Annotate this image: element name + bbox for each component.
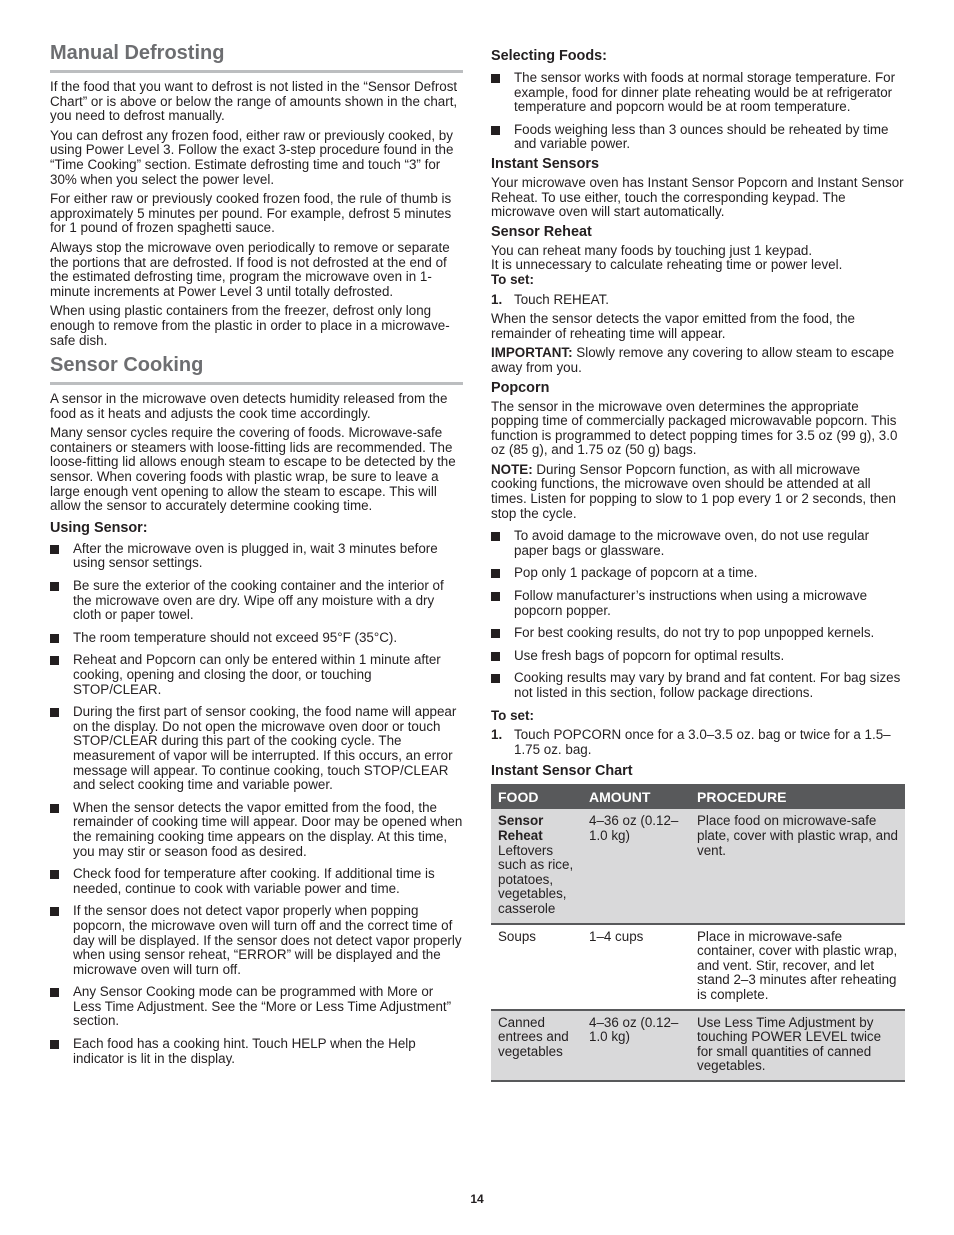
table-row (491, 924, 905, 1010)
food-cell: Soups (491, 924, 582, 1010)
manual-defrosting-paragraph: When using plastic containers from the freezer, defrost only long enough to remove from the plastic in order to place in a microwave-safe dish. (50, 303, 450, 348)
bullet-square-icon (491, 74, 500, 83)
bullet-square-icon (491, 532, 500, 541)
list-item (491, 566, 905, 581)
food-cell (491, 809, 582, 923)
step-text: Touch REHEAT. (514, 291, 610, 307)
bullet-square-icon (50, 907, 59, 916)
manual-defrosting-paragraph: If the food that you want to defrost is not listed in the “Sensor Defrost Chart” or is above or below the range of amounts shown in the chart, you need to defrost manually. (50, 79, 458, 124)
list-item-text: During the first part of sensor cooking, the food name will appear on the display. Do not open the microwave oven door or touch STOP/CLEAR during this part of the cooking cycle. The measurement of vapor will be interrupted. If this occurs, an error message will appear. To continue cooking, touch STOP/CLEAR and select cooking time and variable power. (73, 704, 457, 793)
bullet-square-icon (491, 629, 500, 638)
list-item (491, 529, 905, 558)
manual-defrosting-paragraph: You can defrost any frozen food, either raw or previously cooked, by using Power Level 3. Follow the exact 3-step procedure found in the “Time Cooking” section. Estimate defrosting time and touch “3” for 30% when you select the power level. (50, 127, 454, 187)
list-item-text: The sensor works with foods at normal storage temperature. For example, food for dinner plate reheating would be at refrigerator temperature and popcorn would be at room temperature. (514, 70, 896, 115)
step-text: Touch POPCORN once for a 3.0–3.5 oz. bag or twice for a 1.5–1.75 oz. bag. (514, 727, 891, 757)
selecting-foods-heading: Selecting Foods: (491, 48, 607, 64)
bullet-square-icon (50, 1040, 59, 1049)
list-item-text: Any Sensor Cooking mode can be programmed with More or Less Time Adjustment. See the “More or Less Time Adjustment” section. (73, 984, 452, 1029)
list-item (491, 123, 905, 152)
column-header: FOOD (491, 784, 582, 809)
column-header: AMOUNT (582, 784, 690, 809)
step-number: 1. (491, 727, 503, 743)
list-item (491, 589, 905, 618)
list-item (491, 649, 905, 664)
instant-sensor-chart (491, 784, 905, 1082)
list-item-text: The room temperature should not exceed 95°F (35°C). (73, 629, 398, 645)
food-text: Leftovers such as rice, potatoes, vegetables, casserole (498, 842, 574, 916)
bullet-square-icon (50, 870, 59, 879)
list-item (50, 801, 463, 859)
list-item (50, 705, 463, 793)
procedure-cell: Place food on microwave-safe plate, cover with plastic wrap, and vent. (690, 809, 905, 923)
bullet-square-icon (491, 592, 500, 601)
to-set-label: To set: (491, 707, 534, 723)
sensor-reheat-text: It is unnecessary to calculate reheating time or power level. (491, 257, 843, 273)
list-item-text: For best cooking results, do not try to pop unpopped kernels. (514, 625, 875, 641)
list-item-text: Reheat and Popcorn can only be entered within 1 minute after cooking, opening and closing the door, or touching STOP/CLEAR. (73, 652, 441, 697)
table-row (491, 809, 905, 923)
chart-heading: Instant Sensor Chart (491, 763, 633, 780)
important-text: Slowly remove any covering to allow steam to escape away from you. (491, 345, 895, 375)
bullet-square-icon (491, 126, 500, 135)
amount-cell: 1–4 cups (582, 924, 690, 1010)
list-item (491, 71, 905, 115)
amount-cell: 4–36 oz (0.12–1.0 kg) (582, 1010, 690, 1081)
selecting-foods-list (491, 71, 905, 152)
left-column (50, 40, 463, 1066)
list-item (50, 542, 463, 571)
important-note (491, 346, 905, 375)
bullet-square-icon (50, 988, 59, 997)
instant-sensors-text: Your microwave oven has Instant Sensor Popcorn and Instant Sensor Reheat. To use either, touch the corresponding keypad. The microwave oven will start automatically. (491, 174, 904, 220)
list-item-text: When the sensor detects the vapor emitted from the food, the remainder of cooking time will appear. Door may be opened when the remaining cooking time appears on the display. At this time, you may stir or season food as desired. (73, 799, 463, 859)
bullet-square-icon (50, 656, 59, 665)
sensor-reheat-step (491, 293, 905, 308)
using-sensor-heading: Using Sensor: (50, 519, 148, 536)
note-text: During Sensor Popcorn function, as with all microwave cooking functions, the microwave oven should be attended at all times. Listen for popping to slow to 1 pop every 1 or 2 seconds, then stop the cycle. (491, 461, 896, 521)
list-item-text: Use fresh bags of popcorn for optimal results. (514, 647, 785, 663)
list-item-text: If the sensor does not detect vapor properly when popping popcorn, the microwave oven will turn off and the correct time of day will be displayed. If the sensor does not detect vapor properly when using sensor reheat, “ERROR” will be displayed and the microwave oven will turn off. (73, 903, 462, 977)
list-item-text: Cooking results may vary by brand and fat content. For bag sizes not listed in this section, follow package directions. (514, 670, 901, 700)
popcorn-note (491, 463, 905, 521)
column-header: PROCEDURE (690, 784, 905, 809)
bullet-square-icon (50, 545, 59, 554)
list-item (50, 631, 463, 646)
list-item-text: Pop only 1 package of popcorn at a time. (514, 565, 758, 581)
food-title: Sensor Reheat (498, 813, 544, 843)
list-item-text: Follow manufacturer’s instructions when using a microwave popcorn popper. (514, 588, 868, 618)
bullet-square-icon (491, 569, 500, 578)
popcorn-heading: Popcorn (491, 379, 550, 396)
bullet-square-icon (50, 708, 59, 717)
procedure-cell: Place in microwave-safe container, cover with plastic wrap, and vent. Stir, recover, and let stand 2–3 minutes after reheating is complete. (690, 924, 905, 1010)
sensor-cooking-paragraph: A sensor in the microwave oven detects humidity released from the food as it heats and adjusts the cook time accordingly. (50, 391, 448, 421)
food-cell: Canned entrees and vegetables (491, 1010, 582, 1081)
to-set-label: To set: (491, 271, 534, 287)
note-label: NOTE: (491, 461, 533, 477)
list-item (50, 904, 463, 977)
sensor-reheat-text: You can reheat many foods by touching just 1 keypad. (491, 242, 813, 258)
sensor-cooking-title: Sensor Cooking (50, 352, 463, 385)
list-item (50, 1037, 463, 1066)
table-row (491, 1010, 905, 1081)
manual-defrosting-title: Manual Defrosting (50, 40, 463, 73)
procedure-cell: Use Less Time Adjustment by touching POWER LEVEL twice for small quantities of canned vegetables. (690, 1010, 905, 1081)
list-item-text: Be sure the exterior of the cooking container and the interior of the microwave oven are dry. Wipe off any moisture with a dry cloth or paper towel. (73, 578, 444, 623)
step-number: 1. (491, 291, 503, 307)
list-item (50, 867, 463, 896)
popcorn-list (491, 529, 905, 700)
important-label: IMPORTANT: (491, 345, 573, 361)
list-item-text: To avoid damage to the microwave oven, do not use regular paper bags or glassware. (514, 528, 870, 558)
table-header-row (491, 784, 905, 809)
list-item (50, 985, 463, 1029)
sensor-reheat-after: When the sensor detects the vapor emitted from the food, the remainder of reheating time will appear. (491, 311, 855, 341)
list-item-text: After the microwave oven is plugged in, wait 3 minutes before using sensor settings. (73, 540, 438, 571)
bullet-square-icon (50, 582, 59, 591)
using-sensor-list (50, 542, 463, 1066)
list-item-text: Foods weighing less than 3 ounces should be reheated by time and variable power. (514, 121, 889, 152)
bullet-square-icon (491, 674, 500, 683)
list-item-text: Check food for temperature after cooking. If additional time is needed, continue to cook with variable power and time. (73, 866, 435, 896)
sensor-cooking-paragraph: Many sensor cycles require the covering of foods. Microwave-safe containers or steamers with loose-fitting lids are recommended. The loose-fitting lid allows enough steam to escape to be detected by the sensor. When covering foods with plastic wrap, be sure to leave a large enough vent opening to allow the steam to escape. This will allow the sensor to accurately determine cooking time. (50, 425, 456, 514)
amount-cell: 4–36 oz (0.12–1.0 kg) (582, 809, 690, 923)
list-item (491, 626, 905, 641)
list-item (491, 671, 905, 700)
bullet-square-icon (491, 652, 500, 661)
popcorn-text: The sensor in the microwave oven determines the appropriate popping time of commercially packaged microwavable popcorn. This function is programmed to detect popping times for 3.5 oz (99 g), 3.0 oz (85 g), and 1.75 oz (50 g) bags. (491, 398, 898, 458)
right-column (491, 48, 905, 1082)
popcorn-step (491, 728, 905, 757)
list-item-text: Each food has a cooking hint. Touch HELP when the Help indicator is lit in the display. (73, 1036, 416, 1066)
list-item (50, 579, 463, 623)
instant-sensors-heading: Instant Sensors (491, 155, 599, 172)
page-number: 14 (470, 1192, 484, 1206)
bullet-square-icon (50, 804, 59, 813)
sensor-reheat-heading: Sensor Reheat (491, 223, 592, 240)
list-item (50, 653, 463, 697)
manual-defrosting-paragraph: Always stop the microwave oven periodically to remove or separate the portions that are defrosted. If food is not defrosted at the end of the estimated defrosting time, program the microwave oven in 1-minute increments at Power Level 3 until totally defrosted. (50, 239, 450, 299)
manual-defrosting-paragraph: For either raw or previously cooked frozen food, the rule of thumb is approximately 5 minutes per pound. For example, defrost 5 minutes for 1 pound of frozen spaghetti sauce. (50, 191, 452, 236)
bullet-square-icon (50, 634, 59, 643)
